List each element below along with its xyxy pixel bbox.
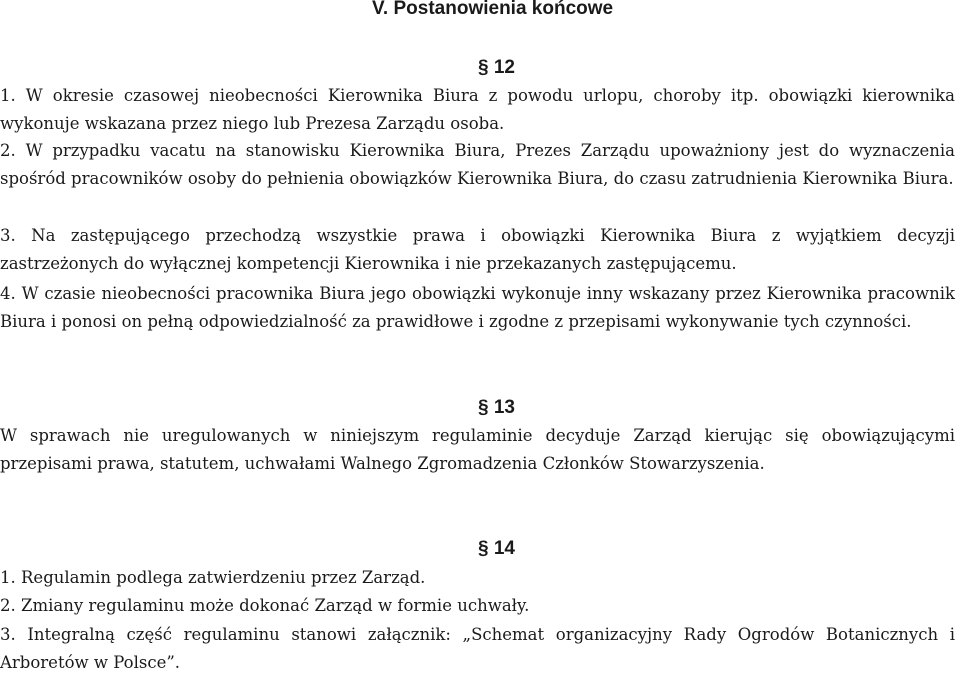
item-text: W przypadku vacatu na stanowisku Kierownika Biura, Prezes Zarządu upoważniony jest do wyznaczenia spośród pracowników osoby do pełnienia obowiązków Kierownika Biura, do czasu zatrudnienia Kierownika Biura.	[0, 141, 955, 188]
item-text: W okresie czasowej nieobecności Kierownika Biura z powodu urlopu, choroby itp. obowiązki kierownika wykonuje wskazana przez niego lub Prezesa Zarządu osoba.	[0, 86, 955, 133]
item-number: 2.	[0, 141, 16, 160]
item-number: 3.	[0, 625, 16, 644]
section-13-heading: § 13	[478, 397, 515, 418]
item-text: Regulamin podlega zatwierdzeniu przez Zarząd.	[21, 568, 426, 587]
item-text: Integralną część regulaminu stanowi załącznik: „Schemat organizacyjny Rady Ogrodów Botanicznych i Arboretów w Polsce”.	[0, 625, 955, 672]
section-12-item-4	[0, 280, 955, 335]
item-number: 4.	[0, 284, 16, 303]
section-14-item-3	[0, 621, 955, 676]
section-12-heading: § 12	[478, 57, 515, 78]
item-text: Zmiany regulaminu może dokonać Zarząd w formie uchwały.	[21, 596, 530, 615]
item-text: Na zastępującego przechodzą wszystkie prawa i obowiązki Kierownika Biura z wyjątkiem decyzji zastrzeżonych do wyłącznej kompetencji Kierownika i nie przekazanych zastępującemu.	[0, 226, 955, 273]
item-text: W czasie nieobecności pracownika Biura jego obowiązki wykonuje inny wskazany przez Kierownika pracownik Biura i ponosi on pełną odpowiedzialność za prawidłowe i zgodne z przepisami wykonywanie tych czynności.	[0, 284, 955, 331]
section-14-item-2	[0, 592, 955, 620]
section-14-heading: § 14	[478, 538, 515, 559]
item-number: 3.	[0, 226, 16, 245]
chapter-heading: V. Postanowienia końcowe	[372, 0, 614, 19]
section-14-item-1	[0, 564, 955, 592]
section-13-paragraph: W sprawach nie uregulowanych w niniejszym regulaminie decyduje Zarząd kierując się obowiązującymi przepisami prawa, statutem, uchwałami Walnego Zgromadzenia Członków Stowarzyszenia.	[0, 426, 955, 473]
section-12-item-3	[0, 222, 955, 277]
section-12-item-2	[0, 137, 955, 192]
item-number: 2.	[0, 596, 16, 615]
item-number: 1.	[0, 86, 16, 105]
section-12-item-1	[0, 82, 955, 137]
item-number: 1.	[0, 568, 16, 587]
